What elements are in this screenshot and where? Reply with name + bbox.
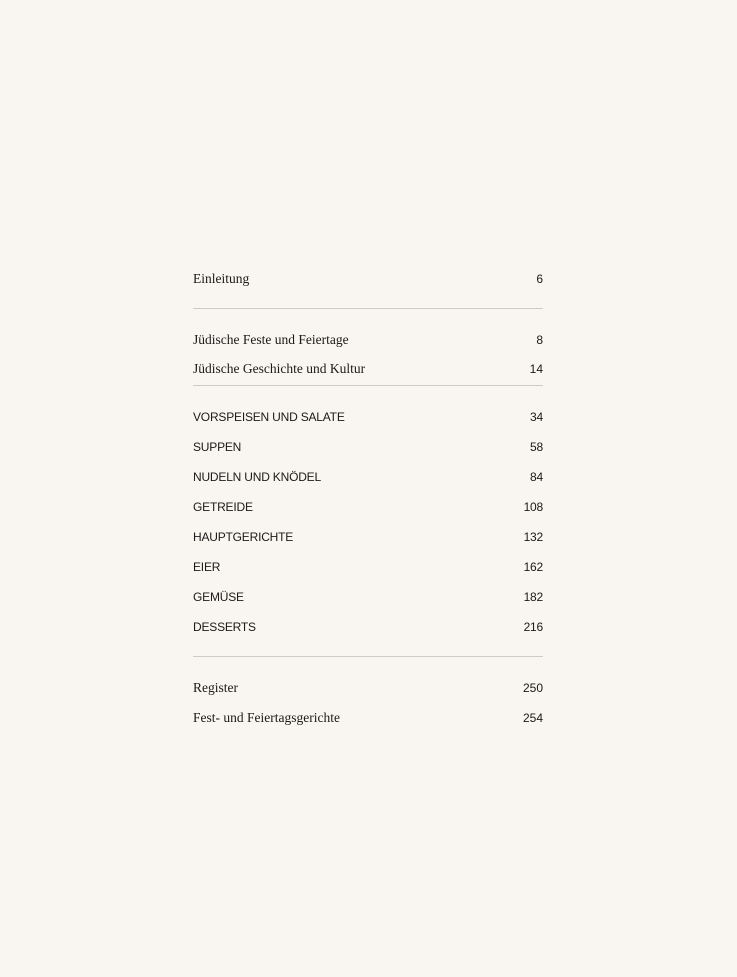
toc-entry-title: GEMÜSE bbox=[193, 590, 244, 604]
toc-entry-title: NUDELN UND KNÖDEL bbox=[193, 470, 321, 484]
toc-entry-title: Fest- und Feiertagsgerichte bbox=[193, 710, 340, 725]
toc-section-appendix bbox=[193, 677, 543, 737]
toc-entry-eier[interactable] bbox=[193, 556, 543, 586]
toc-entry-page: 182 bbox=[523, 590, 543, 604]
toc-entry-page: 254 bbox=[522, 711, 543, 725]
toc-entry-page: 216 bbox=[523, 620, 543, 634]
toc-entry-page: 132 bbox=[523, 530, 543, 544]
toc-entry-title: SUPPEN bbox=[193, 440, 242, 454]
toc-entry-hauptgerichte[interactable] bbox=[193, 526, 543, 556]
toc-entry-page: 162 bbox=[523, 560, 543, 574]
toc-entry-page: 250 bbox=[522, 681, 543, 695]
toc-entry-feste[interactable] bbox=[193, 329, 543, 358]
toc-entry-title: VORSPEISEN UND SALATE bbox=[193, 410, 345, 424]
toc-entry-title: Jüdische Geschichte und Kultur bbox=[193, 361, 366, 376]
section-divider bbox=[193, 308, 543, 309]
table-of-contents bbox=[193, 268, 543, 737]
toc-entry-title: Einleitung bbox=[193, 271, 250, 286]
toc-entry-title: GETREIDE bbox=[193, 500, 253, 514]
section-divider bbox=[193, 656, 543, 657]
toc-entry-suppen[interactable] bbox=[193, 436, 543, 466]
toc-entry-title: Jüdische Feste und Feiertage bbox=[193, 332, 349, 347]
toc-entry-title: DESSERTS bbox=[193, 620, 256, 634]
toc-entry-desserts[interactable] bbox=[193, 616, 543, 646]
toc-section-culture bbox=[193, 329, 543, 388]
toc-entry-vorspeisen[interactable] bbox=[193, 406, 543, 436]
toc-section-recipes bbox=[193, 406, 543, 646]
toc-entry-page: 34 bbox=[530, 410, 543, 424]
toc-entry-festgerichte[interactable] bbox=[193, 707, 543, 737]
toc-entry-page: 58 bbox=[530, 440, 543, 454]
toc-entry-page: 6 bbox=[536, 272, 543, 286]
toc-entry-title: EIER bbox=[193, 560, 221, 574]
toc-entry-page: 8 bbox=[536, 333, 543, 347]
toc-entry-page: 84 bbox=[530, 470, 543, 484]
toc-entry-einleitung[interactable] bbox=[193, 268, 543, 298]
toc-entry-gemuese[interactable] bbox=[193, 586, 543, 616]
toc-entry-getreide[interactable] bbox=[193, 496, 543, 526]
toc-entry-title: Register bbox=[193, 680, 238, 695]
toc-entry-title: HAUPTGERICHTE bbox=[193, 530, 294, 544]
toc-entry-page: 108 bbox=[523, 500, 543, 514]
toc-entry-page: 14 bbox=[529, 362, 543, 376]
toc-entry-register[interactable] bbox=[193, 677, 543, 707]
section-divider bbox=[193, 385, 543, 386]
toc-entry-nudeln[interactable] bbox=[193, 466, 543, 496]
toc-entry-geschichte[interactable] bbox=[193, 358, 543, 388]
toc-section-intro bbox=[193, 268, 543, 298]
